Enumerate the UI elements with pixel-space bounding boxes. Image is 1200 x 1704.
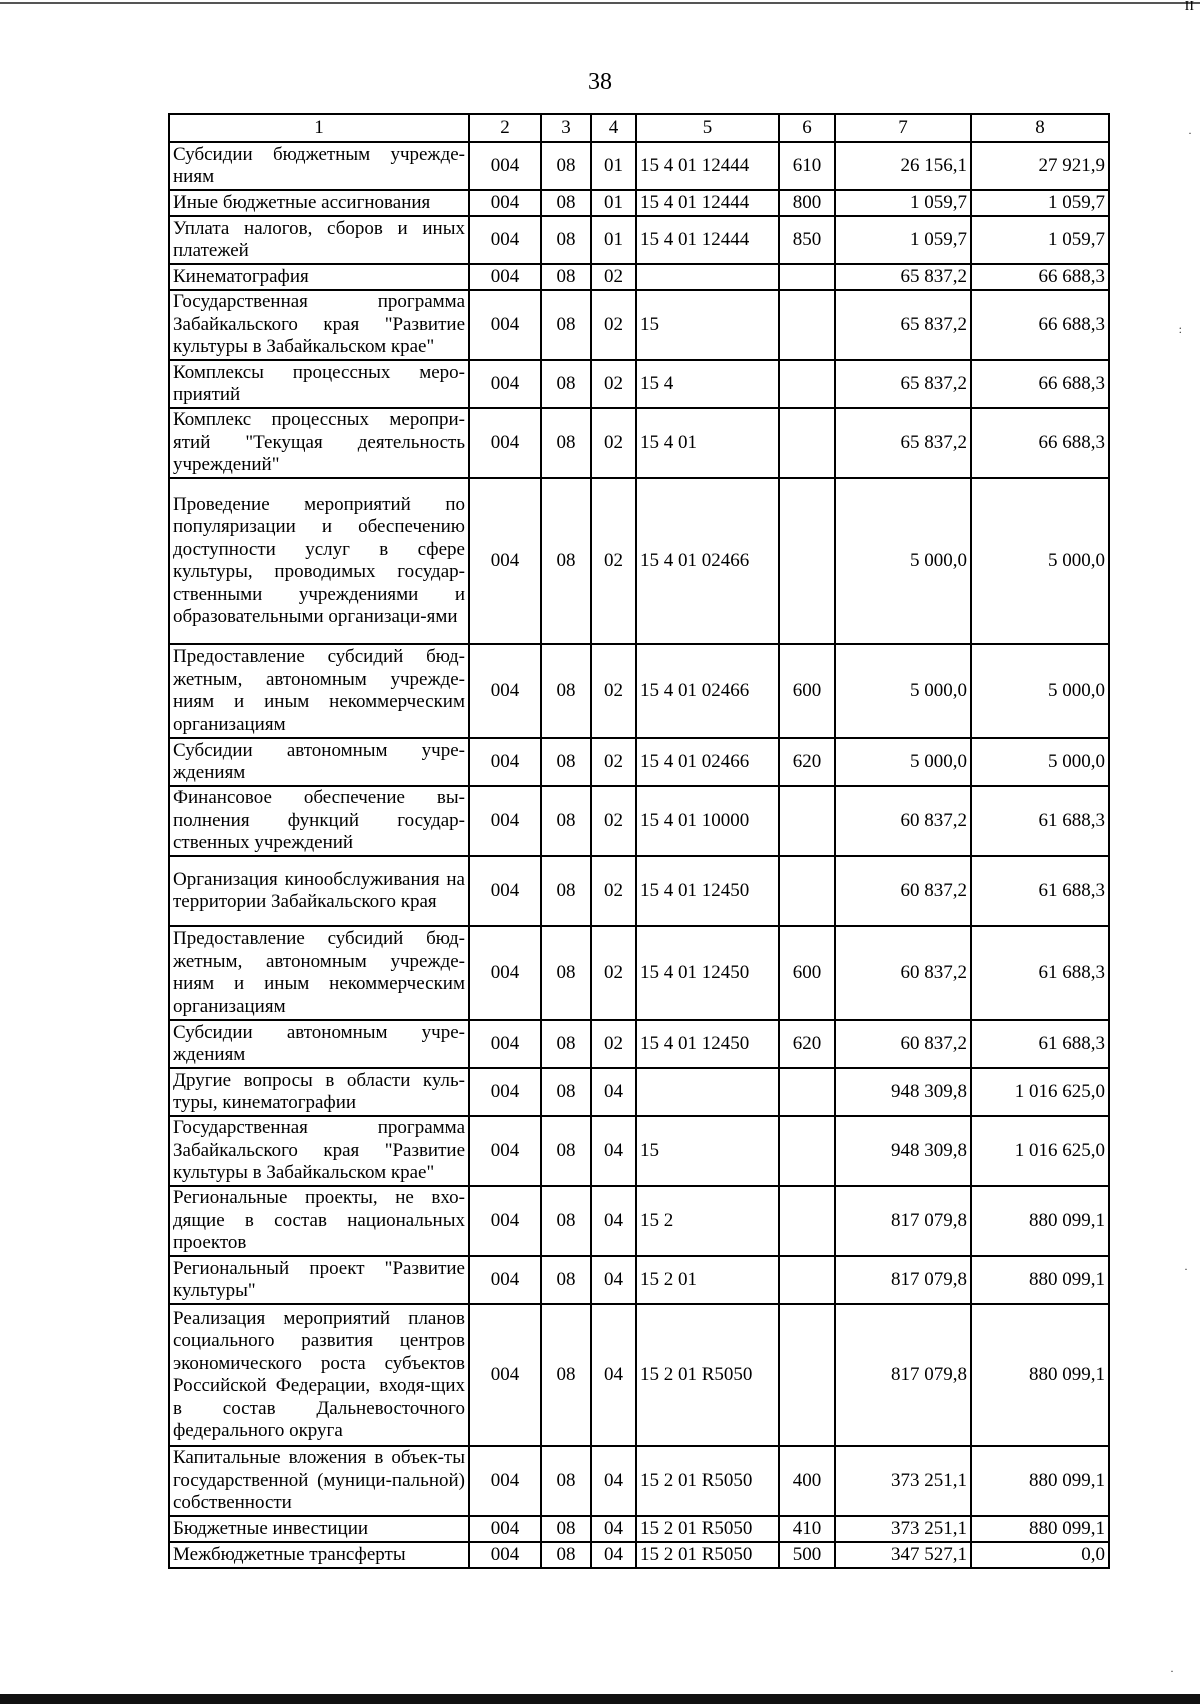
cell-amount-year1: 817 079,8 <box>835 1256 971 1304</box>
cell-section-code: 08 <box>541 1020 591 1068</box>
cell-amount-year1: 26 156,1 <box>835 142 971 190</box>
cell-ministry-code: 004 <box>469 1542 541 1568</box>
column-header: 3 <box>541 114 591 142</box>
cell-expense-type <box>779 264 835 290</box>
column-header: 4 <box>591 114 636 142</box>
cell-ministry-code: 004 <box>469 408 541 478</box>
cell-section-code: 08 <box>541 1186 591 1256</box>
table-row <box>169 1186 1109 1256</box>
cell-amount-year2: 66 688,3 <box>971 408 1109 478</box>
cell-expense-type <box>779 408 835 478</box>
scan-speck: · <box>1184 1262 1188 1276</box>
cell-subsection-code: 04 <box>591 1542 636 1568</box>
page-number: 38 <box>588 69 612 95</box>
table-row <box>169 142 1109 190</box>
table-row <box>169 738 1109 786</box>
cell-expense-type <box>779 478 835 644</box>
cell-subsection-code: 01 <box>591 216 636 264</box>
table-row <box>169 190 1109 216</box>
cell-expense-type <box>779 360 835 408</box>
cell-amount-year2: 1 016 625,0 <box>971 1068 1109 1116</box>
cell-section-code: 08 <box>541 216 591 264</box>
cell-expense-type: 620 <box>779 1020 835 1068</box>
cell-amount-year2: 1 059,7 <box>971 190 1109 216</box>
cell-target-code: 15 4 01 02466 <box>636 478 779 644</box>
cell-expense-type <box>779 1256 835 1304</box>
cell-ministry-code: 004 <box>469 926 541 1020</box>
cell-subsection-code: 02 <box>591 786 636 856</box>
cell-subsection-code: 02 <box>591 926 636 1020</box>
cell-ministry-code: 004 <box>469 1256 541 1304</box>
column-header: 6 <box>779 114 835 142</box>
scan-top-edge <box>0 2 1200 4</box>
cell-target-code: 15 4 01 12450 <box>636 856 779 926</box>
cell-target-code: 15 <box>636 290 779 360</box>
cell-amount-year1: 817 079,8 <box>835 1304 971 1446</box>
cell-amount-year2: 61 688,3 <box>971 926 1109 1020</box>
table-row <box>169 1068 1109 1116</box>
cell-amount-year2: 61 688,3 <box>971 1020 1109 1068</box>
row-name: Субсидии бюджетным учрежде-ниям <box>169 142 469 190</box>
row-name: Предоставление субсидий бюд-жетным, автономным учрежде-ниям и иным некоммерческим организациям <box>169 644 469 738</box>
cell-amount-year2: 1 016 625,0 <box>971 1116 1109 1186</box>
cell-expense-type <box>779 1186 835 1256</box>
cell-ministry-code: 004 <box>469 190 541 216</box>
row-name: Государственная программа Забайкальского края "Развитие культуры в Забайкальском крае" <box>169 290 469 360</box>
column-header: 7 <box>835 114 971 142</box>
cell-ministry-code: 004 <box>469 360 541 408</box>
cell-target-code: 15 4 01 12450 <box>636 926 779 1020</box>
cell-subsection-code: 02 <box>591 738 636 786</box>
cell-ministry-code: 004 <box>469 142 541 190</box>
cell-ministry-code: 004 <box>469 1446 541 1516</box>
cell-target-code: 15 2 01 <box>636 1256 779 1304</box>
cell-section-code: 08 <box>541 644 591 738</box>
cell-section-code: 08 <box>541 738 591 786</box>
cell-section-code: 08 <box>541 142 591 190</box>
table-row <box>169 290 1109 360</box>
cell-section-code: 08 <box>541 408 591 478</box>
cell-amount-year2: 61 688,3 <box>971 786 1109 856</box>
cell-subsection-code: 02 <box>591 264 636 290</box>
cell-target-code: 15 4 01 02466 <box>636 738 779 786</box>
cell-amount-year2: 5 000,0 <box>971 738 1109 786</box>
cell-amount-year2: 880 099,1 <box>971 1256 1109 1304</box>
cell-expense-type <box>779 786 835 856</box>
cell-target-code: 15 2 01 R5050 <box>636 1446 779 1516</box>
cell-amount-year1: 347 527,1 <box>835 1542 971 1568</box>
row-name: Проведение мероприятий по популяризации и обеспечению доступности услуг в сфере культуры, проводимых государ-ственными учреждениями и образовательными организаци-ями <box>169 478 469 644</box>
cell-expense-type: 500 <box>779 1542 835 1568</box>
cell-target-code: 15 4 01 12444 <box>636 216 779 264</box>
cell-target-code: 15 2 01 R5050 <box>636 1304 779 1446</box>
cell-amount-year1: 373 251,1 <box>835 1446 971 1516</box>
row-name: Уплата налогов, сборов и иных платежей <box>169 216 469 264</box>
cell-amount-year1: 60 837,2 <box>835 856 971 926</box>
table-row <box>169 1256 1109 1304</box>
row-name: Организация кинообслуживания на территории Забайкальского края <box>169 856 469 926</box>
cell-ministry-code: 004 <box>469 856 541 926</box>
table-row <box>169 360 1109 408</box>
column-header: 1 <box>169 114 469 142</box>
cell-amount-year1: 1 059,7 <box>835 216 971 264</box>
cell-section-code: 08 <box>541 856 591 926</box>
column-header: 2 <box>469 114 541 142</box>
cell-target-code: 15 4 01 10000 <box>636 786 779 856</box>
cell-amount-year1: 65 837,2 <box>835 264 971 290</box>
cell-expense-type: 600 <box>779 926 835 1020</box>
scan-speck: : <box>1178 322 1182 336</box>
cell-expense-type <box>779 1116 835 1186</box>
cell-expense-type <box>779 1068 835 1116</box>
cell-amount-year1: 948 309,8 <box>835 1068 971 1116</box>
cell-section-code: 08 <box>541 1116 591 1186</box>
cell-section-code: 08 <box>541 190 591 216</box>
scan-corner-mark: II <box>1184 0 1194 14</box>
cell-amount-year2: 66 688,3 <box>971 290 1109 360</box>
cell-section-code: 08 <box>541 290 591 360</box>
table-row <box>169 644 1109 738</box>
cell-subsection-code: 04 <box>591 1256 636 1304</box>
budget-table <box>168 113 1110 1569</box>
cell-expense-type: 620 <box>779 738 835 786</box>
cell-expense-type: 800 <box>779 190 835 216</box>
cell-section-code: 08 <box>541 1256 591 1304</box>
row-name: Иные бюджетные ассигнования <box>169 190 469 216</box>
cell-expense-type <box>779 856 835 926</box>
cell-subsection-code: 02 <box>591 856 636 926</box>
table-row <box>169 1516 1109 1542</box>
cell-expense-type: 850 <box>779 216 835 264</box>
row-name: Субсидии автономным учре-ждениям <box>169 1020 469 1068</box>
table-row <box>169 216 1109 264</box>
cell-amount-year1: 65 837,2 <box>835 290 971 360</box>
table-row <box>169 1116 1109 1186</box>
row-name: Бюджетные инвестиции <box>169 1516 469 1542</box>
cell-amount-year1: 5 000,0 <box>835 478 971 644</box>
cell-ministry-code: 004 <box>469 290 541 360</box>
cell-target-code <box>636 264 779 290</box>
cell-section-code: 08 <box>541 1068 591 1116</box>
table-row <box>169 1020 1109 1068</box>
cell-amount-year1: 60 837,2 <box>835 926 971 1020</box>
table-row <box>169 786 1109 856</box>
cell-target-code: 15 4 01 <box>636 408 779 478</box>
cell-amount-year2: 0,0 <box>971 1542 1109 1568</box>
cell-expense-type: 600 <box>779 644 835 738</box>
row-name: Другие вопросы в области куль-туры, кинематографии <box>169 1068 469 1116</box>
cell-amount-year2: 27 921,9 <box>971 142 1109 190</box>
cell-target-code: 15 4 01 02466 <box>636 644 779 738</box>
row-name: Капитальные вложения в объек-ты государственной (муници-пальной) собственности <box>169 1446 469 1516</box>
cell-amount-year1: 65 837,2 <box>835 408 971 478</box>
cell-subsection-code: 04 <box>591 1446 636 1516</box>
cell-amount-year1: 65 837,2 <box>835 360 971 408</box>
cell-subsection-code: 04 <box>591 1516 636 1542</box>
cell-expense-type: 610 <box>779 142 835 190</box>
cell-amount-year1: 948 309,8 <box>835 1116 971 1186</box>
cell-target-code: 15 4 01 12444 <box>636 142 779 190</box>
cell-section-code: 08 <box>541 1446 591 1516</box>
row-name: Финансовое обеспечение вы-полнения функций государ-ственных учреждений <box>169 786 469 856</box>
cell-ministry-code: 004 <box>469 478 541 644</box>
cell-ministry-code: 004 <box>469 786 541 856</box>
cell-expense-type: 400 <box>779 1446 835 1516</box>
cell-amount-year2: 66 688,3 <box>971 264 1109 290</box>
cell-amount-year1: 60 837,2 <box>835 786 971 856</box>
cell-amount-year1: 373 251,1 <box>835 1516 971 1542</box>
table-row <box>169 264 1109 290</box>
row-name: Реализация мероприятий планов социального развития центров экономического роста субъектов Российской Федерации, входя-щих в состав Дальневосточного федерального округа <box>169 1304 469 1446</box>
column-header: 8 <box>971 114 1109 142</box>
cell-amount-year1: 60 837,2 <box>835 1020 971 1068</box>
cell-target-code: 15 2 <box>636 1186 779 1256</box>
cell-ministry-code: 004 <box>469 1304 541 1446</box>
row-name: Региональный проект "Развитие культуры" <box>169 1256 469 1304</box>
cell-amount-year2: 880 099,1 <box>971 1516 1109 1542</box>
cell-ministry-code: 004 <box>469 1516 541 1542</box>
column-header: 5 <box>636 114 779 142</box>
scan-speck: · <box>1170 1664 1174 1678</box>
cell-target-code <box>636 1068 779 1116</box>
table-row <box>169 478 1109 644</box>
cell-section-code: 08 <box>541 926 591 1020</box>
cell-amount-year2: 880 099,1 <box>971 1186 1109 1256</box>
cell-amount-year1: 817 079,8 <box>835 1186 971 1256</box>
cell-section-code: 08 <box>541 1304 591 1446</box>
cell-expense-type <box>779 290 835 360</box>
cell-ministry-code: 004 <box>469 1186 541 1256</box>
cell-amount-year2: 66 688,3 <box>971 360 1109 408</box>
cell-amount-year2: 1 059,7 <box>971 216 1109 264</box>
cell-amount-year1: 5 000,0 <box>835 738 971 786</box>
cell-subsection-code: 04 <box>591 1186 636 1256</box>
row-name: Межбюджетные трансферты <box>169 1542 469 1568</box>
cell-target-code: 15 2 01 R5050 <box>636 1516 779 1542</box>
cell-target-code: 15 2 01 R5050 <box>636 1542 779 1568</box>
cell-subsection-code: 01 <box>591 190 636 216</box>
cell-amount-year2: 61 688,3 <box>971 856 1109 926</box>
cell-subsection-code: 02 <box>591 360 636 408</box>
cell-subsection-code: 02 <box>591 1020 636 1068</box>
cell-expense-type <box>779 1304 835 1446</box>
scan-bottom-edge <box>0 1694 1200 1704</box>
cell-target-code: 15 4 01 12450 <box>636 1020 779 1068</box>
cell-target-code: 15 <box>636 1116 779 1186</box>
cell-subsection-code: 04 <box>591 1116 636 1186</box>
cell-section-code: 08 <box>541 786 591 856</box>
cell-ministry-code: 004 <box>469 1116 541 1186</box>
cell-section-code: 08 <box>541 360 591 408</box>
cell-subsection-code: 02 <box>591 408 636 478</box>
cell-amount-year1: 1 059,7 <box>835 190 971 216</box>
cell-target-code: 15 4 01 12444 <box>636 190 779 216</box>
cell-section-code: 08 <box>541 264 591 290</box>
row-name: Региональные проекты, не вхо-дящие в состав национальных проектов <box>169 1186 469 1256</box>
cell-amount-year2: 880 099,1 <box>971 1446 1109 1516</box>
cell-subsection-code: 02 <box>591 478 636 644</box>
cell-subsection-code: 01 <box>591 142 636 190</box>
cell-section-code: 08 <box>541 1542 591 1568</box>
cell-ministry-code: 004 <box>469 644 541 738</box>
cell-subsection-code: 04 <box>591 1068 636 1116</box>
row-name: Государственная программа Забайкальского края "Развитие культуры в Забайкальском крае" <box>169 1116 469 1186</box>
cell-section-code: 08 <box>541 478 591 644</box>
cell-subsection-code: 02 <box>591 644 636 738</box>
table-row <box>169 926 1109 1020</box>
table-row <box>169 1542 1109 1568</box>
row-name: Субсидии автономным учре-ждениям <box>169 738 469 786</box>
table-row <box>169 408 1109 478</box>
cell-ministry-code: 004 <box>469 1020 541 1068</box>
table-row <box>169 1304 1109 1446</box>
cell-ministry-code: 004 <box>469 738 541 786</box>
table-row <box>169 856 1109 926</box>
row-name: Комплекс процессных меропри-ятий "Текущая деятельность учреждений" <box>169 408 469 478</box>
scan-speck: · <box>1188 126 1192 140</box>
cell-amount-year2: 5 000,0 <box>971 478 1109 644</box>
cell-subsection-code: 02 <box>591 290 636 360</box>
cell-ministry-code: 004 <box>469 216 541 264</box>
row-name: Предоставление субсидий бюд-жетным, автономным учрежде-ниям и иным некоммерческим организациям <box>169 926 469 1020</box>
cell-amount-year2: 880 099,1 <box>971 1304 1109 1446</box>
row-name: Кинематография <box>169 264 469 290</box>
row-name: Комплексы процессных меро-приятий <box>169 360 469 408</box>
cell-ministry-code: 004 <box>469 1068 541 1116</box>
table-header-row <box>169 114 1109 142</box>
table-row <box>169 1446 1109 1516</box>
cell-target-code: 15 4 <box>636 360 779 408</box>
cell-ministry-code: 004 <box>469 264 541 290</box>
cell-amount-year1: 5 000,0 <box>835 644 971 738</box>
cell-amount-year2: 5 000,0 <box>971 644 1109 738</box>
cell-section-code: 08 <box>541 1516 591 1542</box>
cell-subsection-code: 04 <box>591 1304 636 1446</box>
cell-expense-type: 410 <box>779 1516 835 1542</box>
